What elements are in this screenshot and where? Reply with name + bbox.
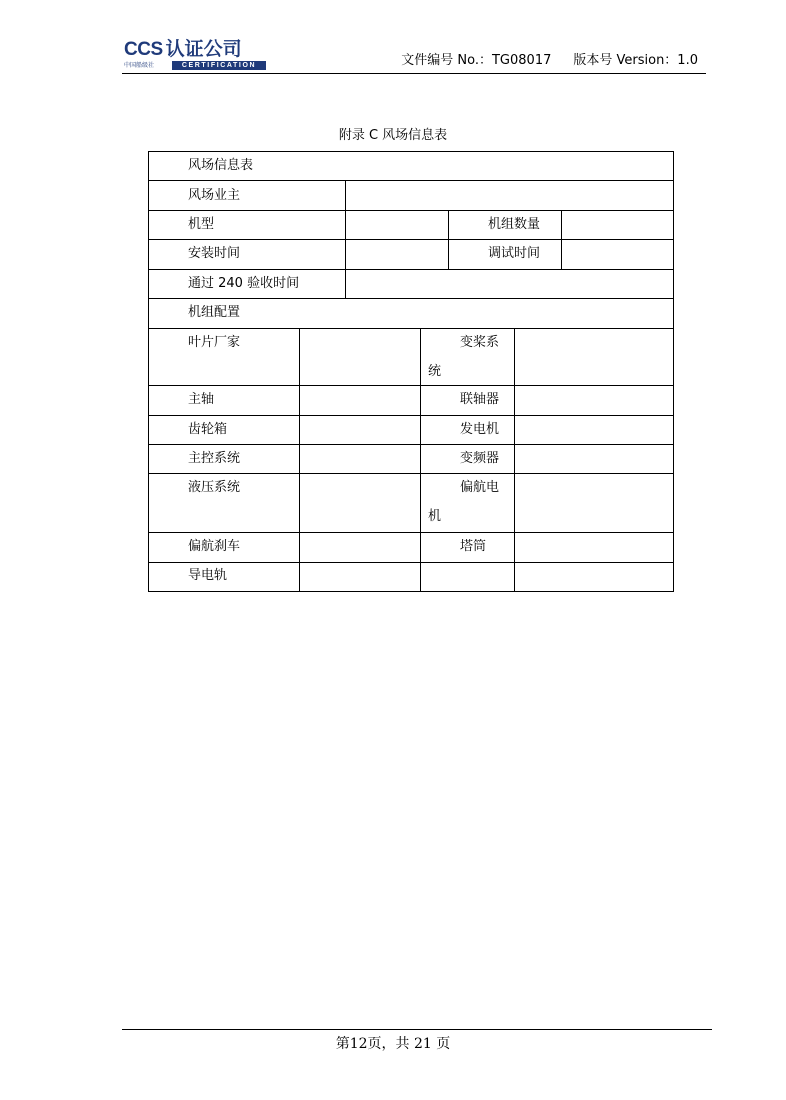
document-number: 文件编号 No.：TG08017 xyxy=(401,53,552,68)
document-meta xyxy=(379,53,698,69)
gearbox-label: 齿轮箱 xyxy=(188,422,228,437)
appendix-title: 附录 C 风场信息表 xyxy=(338,128,448,143)
blade-maker-label: 叶片厂家 xyxy=(188,335,241,350)
conductor-rail-label: 导电轨 xyxy=(188,568,228,583)
table-rule xyxy=(148,532,674,533)
table-rule xyxy=(148,473,674,474)
generator-label: 发电机 xyxy=(460,422,500,437)
table-rule xyxy=(148,328,674,329)
coupling-label: 联轴器 xyxy=(460,392,500,407)
install-time-label: 安装时间 xyxy=(188,246,241,261)
table-rule xyxy=(148,239,674,240)
owner-label: 风场业主 xyxy=(188,188,241,203)
unit-config-label: 机组配置 xyxy=(188,305,241,320)
logo-cn-text: 认证公司 xyxy=(165,39,242,60)
main-control-label: 主控系统 xyxy=(188,451,241,466)
table-rule xyxy=(448,210,449,269)
table-rule xyxy=(561,210,562,269)
table-rule xyxy=(148,415,674,416)
logo-wordmark xyxy=(124,40,242,60)
table-border-right xyxy=(673,151,674,591)
table-rule xyxy=(148,210,674,211)
table-rule xyxy=(514,328,515,591)
page-number: 第12页，共 21 页 xyxy=(335,1036,451,1052)
footer-rule xyxy=(122,1029,712,1030)
yaw-motor-label-line1: 偏航电 xyxy=(460,480,500,495)
header-rule xyxy=(122,73,706,74)
hydraulic-system-label: 液压系统 xyxy=(188,480,241,495)
tower-label: 塔筒 xyxy=(460,539,487,554)
yaw-brake-label: 偏航刹车 xyxy=(188,539,241,554)
table-rule xyxy=(148,298,674,299)
table-rule xyxy=(148,591,674,592)
table-rule xyxy=(299,328,300,591)
logo-subtext: 中国船级社 xyxy=(124,62,155,69)
pitch-system-label-line1: 变桨系 xyxy=(460,335,500,350)
debug-time-label: 调试时间 xyxy=(488,246,541,261)
logo-text: CCS xyxy=(124,39,163,60)
table-rule xyxy=(148,180,674,181)
table-rule xyxy=(148,151,674,152)
table-border-left xyxy=(148,151,149,591)
converter-label: 变频器 xyxy=(460,451,500,466)
table-rule xyxy=(420,328,421,591)
ccs-certification-logo xyxy=(124,40,266,72)
table-rule xyxy=(148,385,674,386)
unit-quantity-label: 机组数量 xyxy=(488,217,541,232)
table-rule xyxy=(345,180,346,298)
pitch-system-label-line2: 统 xyxy=(428,364,442,379)
row-title-label: 风场信息表 xyxy=(188,158,254,173)
document-version: 版本号 Version：1.0 xyxy=(573,53,698,68)
table-rule xyxy=(148,444,674,445)
model-label: 机型 xyxy=(188,217,215,232)
table-rule xyxy=(148,562,674,563)
logo-certification-bar: CERTIFICATION xyxy=(172,61,266,70)
table-rule xyxy=(148,269,674,270)
main-shaft-label: 主轴 xyxy=(188,392,215,407)
yaw-motor-label-line2: 机 xyxy=(428,509,442,524)
acceptance-time-label: 通过 240 验收时间 xyxy=(188,276,300,291)
